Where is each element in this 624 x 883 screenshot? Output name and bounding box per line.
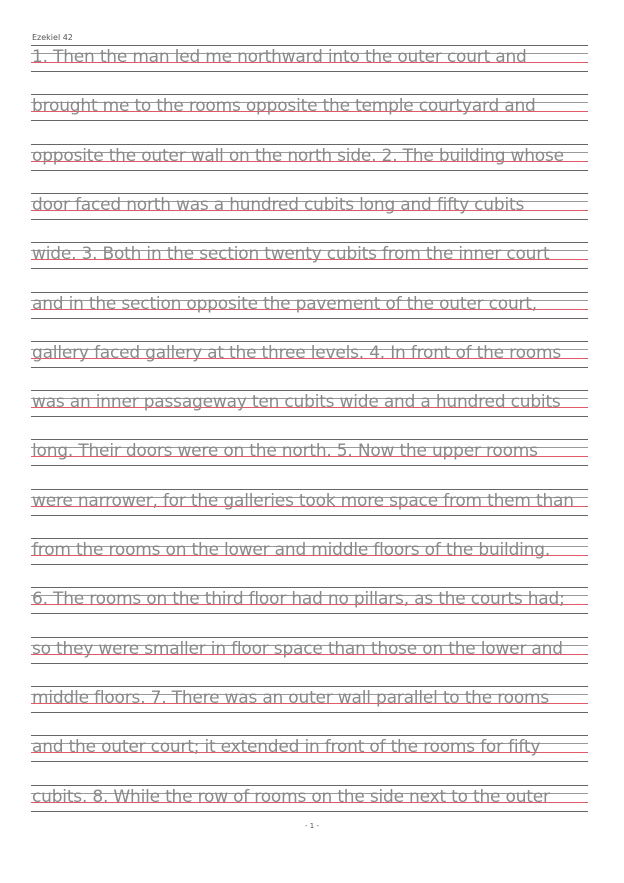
ruled-guide [31,613,588,614]
page-title: Ezekiel 42 [32,33,73,42]
tracing-text: gallery faced gallery at the three levels. 4. In front of the rooms [32,343,561,363]
ruled-guide [31,712,588,713]
tracing-row [31,538,588,565]
ruled-guide [31,416,588,417]
tracing-row [31,94,588,121]
ruled-guide [31,170,588,171]
tracing-row [31,439,588,466]
tracing-text: door faced north was a hundred cubits long and fifty cubits [32,195,525,215]
ruled-guide [31,465,588,466]
ruled-guide [31,811,588,812]
ruled-guide [31,318,588,319]
tracing-row [31,390,588,417]
tracing-row [31,735,588,762]
tracing-text: and the outer court; it extended in front of the rooms for fifty [32,737,541,757]
tracing-row [31,292,588,319]
ruled-guide [31,564,588,565]
tracing-text: opposite the outer wall on the north side. 2. The building whose [32,146,564,166]
tracing-text: 6. The rooms on the third floor had no pillars, as the courts had; [32,589,565,609]
tracing-row [31,489,588,516]
page-number: - 1 - [305,822,319,830]
tracing-row [31,341,588,368]
ruled-guide [31,268,588,269]
ruled-guide [31,367,588,368]
tracing-row [31,785,588,812]
ruled-guide [31,219,588,220]
tracing-text: was an inner passageway ten cubits wide and a hundred cubits [32,392,561,412]
tracing-text: 1. Then the man led me northward into the outer court and [32,47,527,67]
tracing-row [31,193,588,220]
tracing-row [31,686,588,713]
tracing-text: so they were smaller in floor space than those on the lower and [32,639,563,659]
tracing-row [31,144,588,171]
ruled-guide [31,663,588,664]
tracing-text: middle floors. 7. There was an outer wall parallel to the rooms [32,688,550,708]
tracing-text: cubits. 8. While the row of rooms on the side next to the outer [32,787,550,807]
tracing-row [31,45,588,72]
ruled-guide [31,71,588,72]
tracing-text: were narrower, for the galleries took more space from them than [32,491,574,511]
tracing-text: brought me to the rooms opposite the temple courtyard and [32,96,536,116]
tracing-text: from the rooms on the lower and middle floors of the building. [32,540,551,560]
ruled-guide [31,761,588,762]
ruled-guide [31,120,588,121]
tracing-text: and in the section opposite the pavement of the outer court, [32,294,537,314]
tracing-row [31,637,588,664]
tracing-row [31,242,588,269]
tracing-text: wide. 3. Both in the section twenty cubits from the inner court [32,244,550,264]
tracing-text: long. Their doors were on the north. 5. Now the upper rooms [32,441,538,461]
tracing-row [31,587,588,614]
ruled-guide [31,515,588,516]
